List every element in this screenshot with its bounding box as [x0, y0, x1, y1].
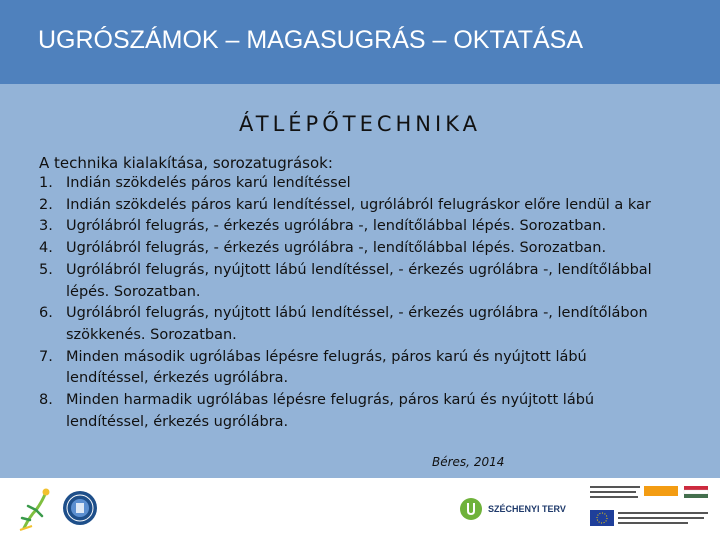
university-seal-icon [62, 490, 98, 526]
list-item-number: 2. [39, 196, 53, 213]
list-item-text: Minden harmadik ugrólábas lépésre felugrás, páros karú és nyújtott lábú lendítéssel, érkezés ugrólábra. [66, 392, 595, 430]
list-item [39, 260, 659, 303]
hungary-flag-icon [684, 486, 708, 498]
szechenyi-logo-icon [460, 498, 482, 520]
list-item-number: 6. [39, 305, 53, 322]
citation: Béres, 2014 [432, 455, 505, 469]
list-item-number: 1. [39, 175, 53, 191]
slide-title: UGRÓSZÁMOK – MAGASUGRÁS – OKTATÁSA [38, 26, 584, 54]
eu-funding-block [588, 484, 712, 534]
intro-text: A technika kialakítása, sorozatugrások: [39, 154, 333, 172]
runner-logo-icon [16, 486, 56, 532]
list-item-number: 8. [39, 392, 53, 409]
exercise-list [39, 173, 659, 433]
list-item-text: Ugrólábról felugrás, - érkezés ugrólábra -, lendítőlábbal lépés. Sorozatban. [66, 218, 607, 235]
list-item-number: 4. [39, 240, 53, 257]
list-item [39, 390, 659, 433]
list-item-text: Indián szökdelés páros karú lendítéssel [66, 175, 351, 191]
section-subtitle: ÁTLÉPŐTECHNIKA [239, 112, 481, 136]
footer-logos [0, 478, 720, 540]
szechenyi-label: SZÉCHENYI TERV [488, 504, 566, 514]
eu-text-lines [590, 486, 640, 498]
banner [644, 486, 678, 496]
list-item-text: Ugrólábról felugrás, nyújtott lábú lendítéssel, - érkezés ugrólábra -, lendítőlábbal lépés. Sorozatban. [66, 261, 652, 300]
eu-flag-icon [590, 510, 614, 526]
eu-text-lines [618, 512, 708, 524]
list-item-text: Minden második ugrólábas lépésre felugrás, páros karú és nyújtott lábú lendítéssel, érkezés ugrólábra. [66, 348, 587, 387]
list-item [39, 347, 659, 390]
list-item-text: Ugrólábról felugrás, nyújtott lábú lendítéssel, - érkezés ugrólábra -, lendítőlábon szökkenés. Sorozatban. [66, 305, 648, 343]
list-item [39, 238, 659, 260]
list-item-number: 5. [39, 261, 53, 278]
content-area [0, 84, 720, 478]
list-item [39, 173, 659, 195]
list-item-text: Ugrólábról felugrás, - érkezés ugrólábra -, lendítőlábbal lépés. Sorozatban. [66, 240, 607, 257]
list-item-number: 3. [39, 218, 53, 235]
list-item [39, 303, 659, 346]
list-item-number: 7. [39, 348, 53, 365]
szechenyi-logo [460, 496, 566, 522]
list-item [39, 216, 659, 238]
list-item [39, 195, 659, 217]
list-item-text: Indián szökdelés páros karú lendítéssel, ugrólábról felugráskor előre lendül a kar [66, 196, 651, 213]
